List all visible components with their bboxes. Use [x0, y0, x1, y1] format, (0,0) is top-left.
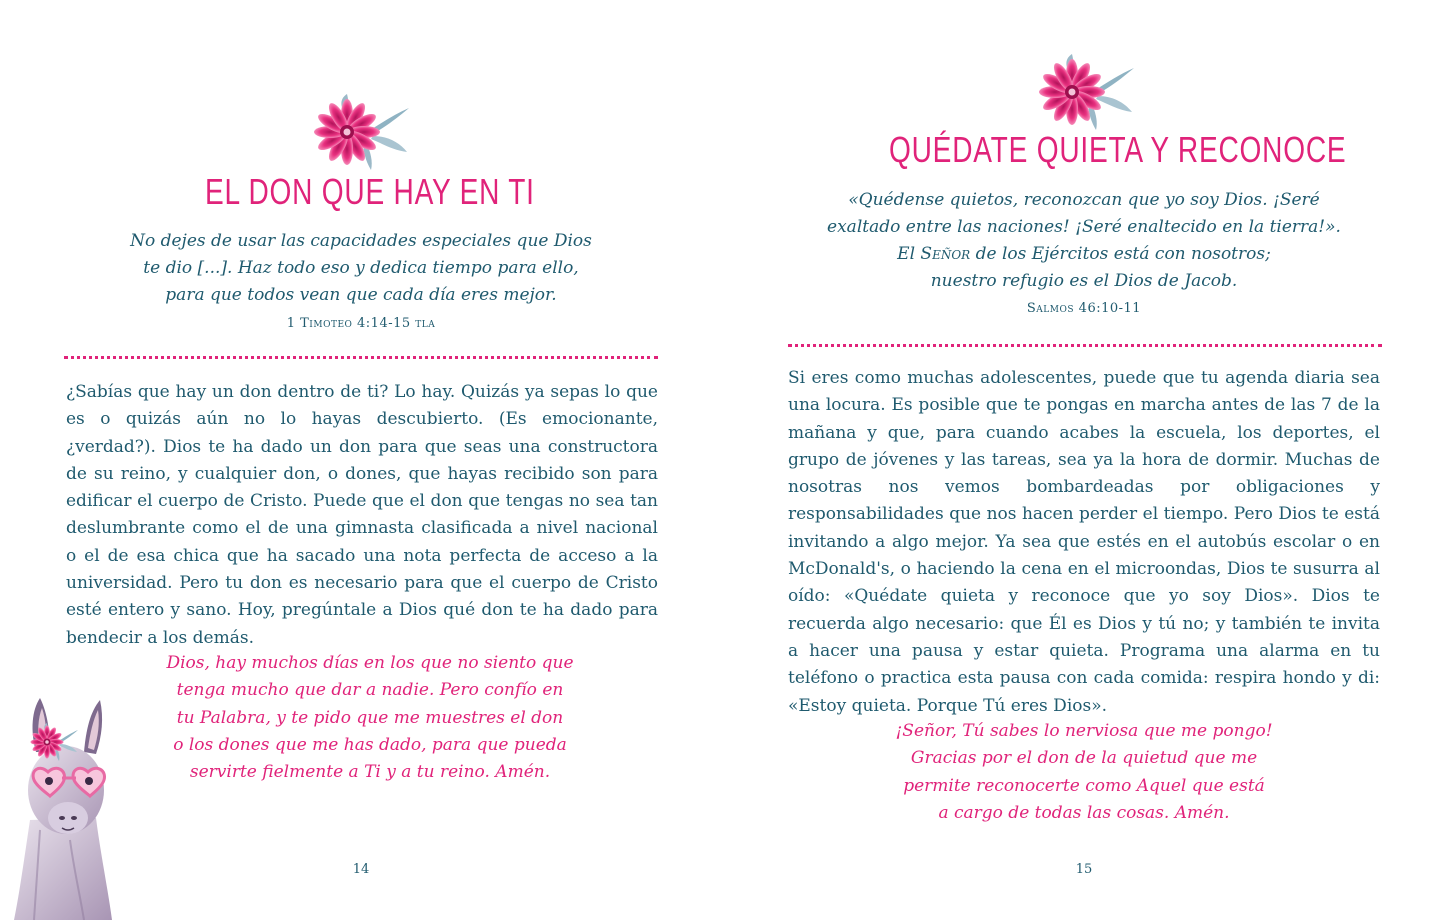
left-page [0, 0, 722, 920]
dotted-divider [788, 344, 1382, 347]
verse-line: «Quédense quietos, reconozcan que yo soy Dios. ¡Seré [848, 190, 1320, 210]
page-title: EL DON QUE HAY EN TI [205, 171, 535, 212]
verse-line: No dejes de usar las capacidades especiales que Dios [130, 231, 592, 251]
prayer-line: a cargo de todas las cosas. Amén. [938, 802, 1230, 823]
scripture-reference: Salmos 46:10-11 [1026, 301, 1142, 316]
verse-line: para que todos vean que cada día eres mejor. [165, 285, 557, 305]
llama-with-heart-glasses-icon [0, 690, 130, 920]
prayer-line: o los dones que me has dado, para que pueda [173, 734, 567, 755]
prayer-line: permite reconocerte como Aquel que está [903, 775, 1265, 796]
prayer-line: Gracias por el don de la quietud que me [910, 748, 1258, 769]
dotted-divider [64, 356, 658, 359]
prayer-text [834, 718, 1334, 827]
verse-line: exaltado entre las naciones! ¡Seré enaltecido en la tierra!». [827, 217, 1341, 237]
verse-line: te dio [...]. Haz todo eso y dedica tiempo para ello, [143, 258, 579, 278]
devotional-body: ¿Sabías que hay un don dentro de ti? Lo hay. Quizás ya sepas lo que es o quizás aún no lo hayas descubierto. (Es emocionante, ¿verdad?). Dios te ha dado un don para que seas una constructora de su reino, y cualquier don, o dones, que hayas recibido son para edificar el cuerpo de Cristo. Puede que el don que tengas no sea tan deslumbrante como el de una gimnasta clasificada a nivel nacional o el de esa chica que ha sacado una nota perfecta de acceso a la universidad. Pero tu don es necesario para que el cuerpo de Cristo esté entero y sano. Hoy, pregúntale a Dios qué don te ha dado para bendecir a los demás. [66, 382, 658, 648]
page-title: QUÉDATE QUIETA Y RECONOCE [889, 129, 1347, 170]
scripture-verse [784, 187, 1384, 295]
prayer-line: Dios, hay muchos días en los que no siento que [166, 653, 574, 673]
page-number: 14 [352, 862, 370, 877]
scripture-reference: 1 Timoteo 4:14-15 tla [286, 316, 436, 331]
verse-line-start: El [897, 244, 921, 264]
verse-line-end: de los Ejércitos está con nosotros; [970, 244, 1271, 264]
prayer-line: tenga mucho que dar a nadie. Pero confío en [176, 680, 564, 701]
right-page [722, 0, 1445, 920]
prayer-line: servirte fielmente a Ti y a tu reino. Amén. [189, 762, 551, 783]
scripture-verse [61, 228, 661, 309]
prayer-line: ¡Señor, Tú sabes lo nerviosa que me pongo! [895, 721, 1273, 741]
pink-flower-icon [305, 92, 415, 172]
lord-small-caps: Señor [920, 244, 971, 264]
prayer-text [120, 650, 620, 786]
page-number: 15 [1075, 862, 1093, 877]
prayer-line: tu Palabra, y te pido que me muestres el don [176, 707, 564, 728]
devotional-body: Si eres como muchas adolescentes, puede que tu agenda diaria sea una locura. Es posible que te pongas en marcha antes de las 7 de la mañana y que, para cuando acabes la escuela, los deportes, el grupo de jóvenes y las tareas, sea ya la hora de dormir. Muchas de nosotras nos vemos bombardeadas por obligaciones y responsabilidades que nos hacen perder el tiempo. Pero Dios te está invitando a algo mejor. Ya sea que estés en el autobús escolar o en McDonald's, o haciendo la cena en el microondas, Dios te susurra al oído: «Quédate quieta y reconoce que yo soy Dios». Dios te recuerda algo necesario: que Él es Dios y tú no; y también te invita a hacer una pausa y estar quieta. Programa una alarma en tu teléfono o practica esta pausa con cada comida: respira hondo y di: «Estoy quieta. Porque Tú eres Dios». [788, 368, 1380, 716]
pink-flower-icon [1030, 52, 1140, 132]
verse-line: nuestro refugio es el Dios de Jacob. [930, 271, 1238, 291]
verse-line [784, 241, 1384, 268]
